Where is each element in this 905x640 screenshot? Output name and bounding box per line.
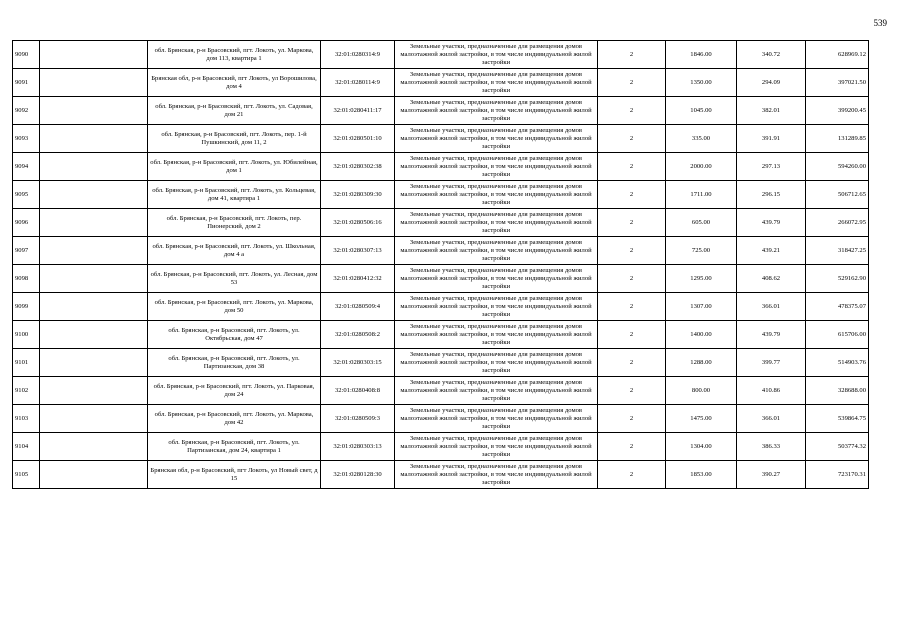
permitted-use-cell: Земельные участки, предназначенные для размещения домов малоэтажной жилой застройки, в том числе индивидуальной жилой застройки xyxy=(395,41,598,69)
permitted-use-cell: Земельные участки, предназначенные для размещения домов малоэтажной жилой застройки, в том числе индивидуальной жилой застройки xyxy=(395,97,598,125)
cadastral-value-cell: 506712.65 xyxy=(806,181,869,209)
permitted-use-cell: Земельные участки, предназначенные для размещения домов малоэтажной жилой застройки, в том числе индивидуальной жилой застройки xyxy=(395,433,598,461)
area-cell: 1350.00 xyxy=(666,69,737,97)
area-cell: 1711.00 xyxy=(666,181,737,209)
permitted-use-cell: Земельные участки, предназначенные для размещения домов малоэтажной жилой застройки, в том числе индивидуальной жилой застройки xyxy=(395,153,598,181)
area-cell: 1288.00 xyxy=(666,349,737,377)
permitted-use-cell: Земельные участки, предназначенные для размещения домов малоэтажной жилой застройки, в том числе индивидуальной жилой застройки xyxy=(395,125,598,153)
row-number-cell: 9105 xyxy=(13,461,40,489)
unit-value-cell: 439.21 xyxy=(737,237,806,265)
empty-cell xyxy=(40,321,148,349)
row-number-cell: 9096 xyxy=(13,209,40,237)
empty-cell xyxy=(40,293,148,321)
row-number-cell: 9093 xyxy=(13,125,40,153)
land-registry-table xyxy=(12,40,869,489)
category-cell: 2 xyxy=(598,461,666,489)
cadastral-value-cell: 266072.95 xyxy=(806,209,869,237)
empty-cell xyxy=(40,405,148,433)
table-row xyxy=(13,237,869,265)
address-cell: обл. Брянская, р-н Брасовский, пгт. Локоть, ул. Парковая, дом 24 xyxy=(148,377,321,405)
address-cell: обл. Брянская, р-н Брасовский, пгт. Локоть, пер. 1-й Пушкинский, дом 11, 2 xyxy=(148,125,321,153)
table-row xyxy=(13,69,869,97)
row-number-cell: 9102 xyxy=(13,377,40,405)
empty-cell xyxy=(40,237,148,265)
table-row xyxy=(13,377,869,405)
area-cell: 725.00 xyxy=(666,237,737,265)
unit-value-cell: 399.77 xyxy=(737,349,806,377)
category-cell: 2 xyxy=(598,377,666,405)
area-cell: 1846.00 xyxy=(666,41,737,69)
unit-value-cell: 410.86 xyxy=(737,377,806,405)
empty-cell xyxy=(40,69,148,97)
category-cell: 2 xyxy=(598,153,666,181)
unit-value-cell: 386.33 xyxy=(737,433,806,461)
row-number-cell: 9094 xyxy=(13,153,40,181)
permitted-use-cell: Земельные участки, предназначенные для размещения домов малоэтажной жилой застройки, в том числе индивидуальной жилой застройки xyxy=(395,293,598,321)
cadastral-number-cell: 32:01:0280501:10 xyxy=(321,125,395,153)
empty-cell xyxy=(40,125,148,153)
address-cell: обл. Брянская, р-н Брасовский, пгт. Локоть, ул. Школьная, дом 4 а xyxy=(148,237,321,265)
permitted-use-cell: Земельные участки, предназначенные для размещения домов малоэтажной жилой застройки, в том числе индивидуальной жилой застройки xyxy=(395,265,598,293)
cadastral-value-cell: 539864.75 xyxy=(806,405,869,433)
cadastral-value-cell: 503774.32 xyxy=(806,433,869,461)
category-cell: 2 xyxy=(598,405,666,433)
unit-value-cell: 296.15 xyxy=(737,181,806,209)
unit-value-cell: 390.27 xyxy=(737,461,806,489)
area-cell: 605.00 xyxy=(666,209,737,237)
table-row xyxy=(13,405,869,433)
cadastral-value-cell: 514903.76 xyxy=(806,349,869,377)
category-cell: 2 xyxy=(598,125,666,153)
cadastral-number-cell: 32:01:0280303:13 xyxy=(321,433,395,461)
area-cell: 800.00 xyxy=(666,377,737,405)
category-cell: 2 xyxy=(598,321,666,349)
row-number-cell: 9101 xyxy=(13,349,40,377)
empty-cell xyxy=(40,97,148,125)
address-cell: обл. Брянская, р-н Брасовский, пгт. Локоть, ул. Партизанская, дом 38 xyxy=(148,349,321,377)
unit-value-cell: 439.79 xyxy=(737,209,806,237)
address-cell: Брянская обл, р-н Брасовский, пгт Локоть, ул Ворошилова, дом 4 xyxy=(148,69,321,97)
address-cell: обл. Брянская, р-н Брасовский, пгт. Локоть, ул. Лесная, дом 53 xyxy=(148,265,321,293)
table-row xyxy=(13,461,869,489)
cadastral-number-cell: 32:01:0280114:9 xyxy=(321,69,395,97)
row-number-cell: 9097 xyxy=(13,237,40,265)
cadastral-number-cell: 32:01:0280408:8 xyxy=(321,377,395,405)
empty-cell xyxy=(40,377,148,405)
table-row xyxy=(13,97,869,125)
row-number-cell: 9103 xyxy=(13,405,40,433)
table-row xyxy=(13,181,869,209)
area-cell: 1307.00 xyxy=(666,293,737,321)
unit-value-cell: 340.72 xyxy=(737,41,806,69)
category-cell: 2 xyxy=(598,265,666,293)
unit-value-cell: 294.09 xyxy=(737,69,806,97)
empty-cell xyxy=(40,433,148,461)
unit-value-cell: 391.91 xyxy=(737,125,806,153)
category-cell: 2 xyxy=(598,69,666,97)
area-cell: 1304.00 xyxy=(666,433,737,461)
cadastral-value-cell: 529162.90 xyxy=(806,265,869,293)
empty-cell xyxy=(40,153,148,181)
unit-value-cell: 366.01 xyxy=(737,293,806,321)
cadastral-value-cell: 399200.45 xyxy=(806,97,869,125)
cadastral-value-cell: 628969.12 xyxy=(806,41,869,69)
address-cell: обл. Брянская, р-н Брасовский, пгт. Локоть, пер. Пионерский, дом 2 xyxy=(148,209,321,237)
unit-value-cell: 439.79 xyxy=(737,321,806,349)
empty-cell xyxy=(40,265,148,293)
permitted-use-cell: Земельные участки, предназначенные для размещения домов малоэтажной жилой застройки, в том числе индивидуальной жилой застройки xyxy=(395,461,598,489)
permitted-use-cell: Земельные участки, предназначенные для размещения домов малоэтажной жилой застройки, в том числе индивидуальной жилой застройки xyxy=(395,377,598,405)
cadastral-value-cell: 131289.85 xyxy=(806,125,869,153)
permitted-use-cell: Земельные участки, предназначенные для размещения домов малоэтажной жилой застройки, в том числе индивидуальной жилой застройки xyxy=(395,405,598,433)
row-number-cell: 9090 xyxy=(13,41,40,69)
cadastral-value-cell: 723170.31 xyxy=(806,461,869,489)
category-cell: 2 xyxy=(598,41,666,69)
unit-value-cell: 408.62 xyxy=(737,265,806,293)
cadastral-number-cell: 32:01:0280314:9 xyxy=(321,41,395,69)
cadastral-number-cell: 32:01:0280307:13 xyxy=(321,237,395,265)
cadastral-number-cell: 32:01:0280509:4 xyxy=(321,293,395,321)
permitted-use-cell: Земельные участки, предназначенные для размещения домов малоэтажной жилой застройки, в том числе индивидуальной жилой застройки xyxy=(395,209,598,237)
category-cell: 2 xyxy=(598,433,666,461)
area-cell: 1400.00 xyxy=(666,321,737,349)
area-cell: 335.00 xyxy=(666,125,737,153)
area-cell: 1853.00 xyxy=(666,461,737,489)
area-cell: 2000.00 xyxy=(666,153,737,181)
category-cell: 2 xyxy=(598,349,666,377)
cadastral-number-cell: 32:01:0280411:17 xyxy=(321,97,395,125)
address-cell: обл. Брянская, р-н Брасовский, пгт. Локоть, ул. Маркова, дом 50 xyxy=(148,293,321,321)
cadastral-number-cell: 32:01:0280309:30 xyxy=(321,181,395,209)
permitted-use-cell: Земельные участки, предназначенные для размещения домов малоэтажной жилой застройки, в том числе индивидуальной жилой застройки xyxy=(395,181,598,209)
permitted-use-cell: Земельные участки, предназначенные для размещения домов малоэтажной жилой застройки, в том числе индивидуальной жилой застройки xyxy=(395,349,598,377)
table-body xyxy=(13,41,869,489)
address-cell: обл. Брянская, р-н Брасовский, пгт. Локоть, ул. Кольцевая, дом 41, квартира 1 xyxy=(148,181,321,209)
category-cell: 2 xyxy=(598,237,666,265)
table-row xyxy=(13,321,869,349)
empty-cell xyxy=(40,181,148,209)
empty-cell xyxy=(40,461,148,489)
cadastral-value-cell: 615706.00 xyxy=(806,321,869,349)
cadastral-number-cell: 32:01:0280128:30 xyxy=(321,461,395,489)
unit-value-cell: 366.01 xyxy=(737,405,806,433)
row-number-cell: 9098 xyxy=(13,265,40,293)
empty-cell xyxy=(40,349,148,377)
unit-value-cell: 297.13 xyxy=(737,153,806,181)
cadastral-number-cell: 32:01:0280508:2 xyxy=(321,321,395,349)
unit-value-cell: 382.01 xyxy=(737,97,806,125)
table-row xyxy=(13,209,869,237)
table-row xyxy=(13,265,869,293)
address-cell: обл. Брянская, р-н Брасовский, пгт. Локоть, ул. Юбилейная, дом 1 xyxy=(148,153,321,181)
table-row xyxy=(13,125,869,153)
row-number-cell: 9092 xyxy=(13,97,40,125)
address-cell: обл. Брянская, р-н Брасовский, пгт. Локоть, ул. Маркова, дом 42 xyxy=(148,405,321,433)
address-cell: обл. Брянская, р-н Брасовский, пгт. Локоть, ул. Партизанская, дом 24, квартира 1 xyxy=(148,433,321,461)
table-row xyxy=(13,153,869,181)
cadastral-value-cell: 478375.07 xyxy=(806,293,869,321)
table-row xyxy=(13,293,869,321)
permitted-use-cell: Земельные участки, предназначенные для размещения домов малоэтажной жилой застройки, в том числе индивидуальной жилой застройки xyxy=(395,321,598,349)
area-cell: 1295.00 xyxy=(666,265,737,293)
address-cell: Брянская обл, р-н Брасовский, пгт Локоть, ул Новый свет, д 15 xyxy=(148,461,321,489)
permitted-use-cell: Земельные участки, предназначенные для размещения домов малоэтажной жилой застройки, в том числе индивидуальной жилой застройки xyxy=(395,69,598,97)
row-number-cell: 9091 xyxy=(13,69,40,97)
permitted-use-cell: Земельные участки, предназначенные для размещения домов малоэтажной жилой застройки, в том числе индивидуальной жилой застройки xyxy=(395,237,598,265)
address-cell: обл. Брянская, р-н Брасовский, пгт. Локоть, ул. Октябрьская, дом 47 xyxy=(148,321,321,349)
cadastral-value-cell: 397021.50 xyxy=(806,69,869,97)
cadastral-number-cell: 32:01:0280303:15 xyxy=(321,349,395,377)
cadastral-value-cell: 318427.25 xyxy=(806,237,869,265)
row-number-cell: 9100 xyxy=(13,321,40,349)
cadastral-number-cell: 32:01:0280302:38 xyxy=(321,153,395,181)
address-cell: обл. Брянская, р-н Брасовский, пгт. Локоть, ул. Садовая, дом 21 xyxy=(148,97,321,125)
table-row xyxy=(13,41,869,69)
category-cell: 2 xyxy=(598,97,666,125)
address-cell: обл. Брянская, р-н Брасовский, пгт. Локоть, ул. Маркова, дом 113, квартира 1 xyxy=(148,41,321,69)
row-number-cell: 9099 xyxy=(13,293,40,321)
table-row xyxy=(13,349,869,377)
area-cell: 1045.00 xyxy=(666,97,737,125)
empty-cell xyxy=(40,209,148,237)
cadastral-value-cell: 328688.00 xyxy=(806,377,869,405)
category-cell: 2 xyxy=(598,181,666,209)
area-cell: 1475.00 xyxy=(666,405,737,433)
category-cell: 2 xyxy=(598,209,666,237)
empty-cell xyxy=(40,41,148,69)
row-number-cell: 9104 xyxy=(13,433,40,461)
cadastral-value-cell: 594260.00 xyxy=(806,153,869,181)
category-cell: 2 xyxy=(598,293,666,321)
page-number: 539 xyxy=(873,18,887,28)
cadastral-number-cell: 32:01:0280509:3 xyxy=(321,405,395,433)
table-row xyxy=(13,433,869,461)
cadastral-number-cell: 32:01:0280506:16 xyxy=(321,209,395,237)
row-number-cell: 9095 xyxy=(13,181,40,209)
cadastral-number-cell: 32:01:0280412:32 xyxy=(321,265,395,293)
